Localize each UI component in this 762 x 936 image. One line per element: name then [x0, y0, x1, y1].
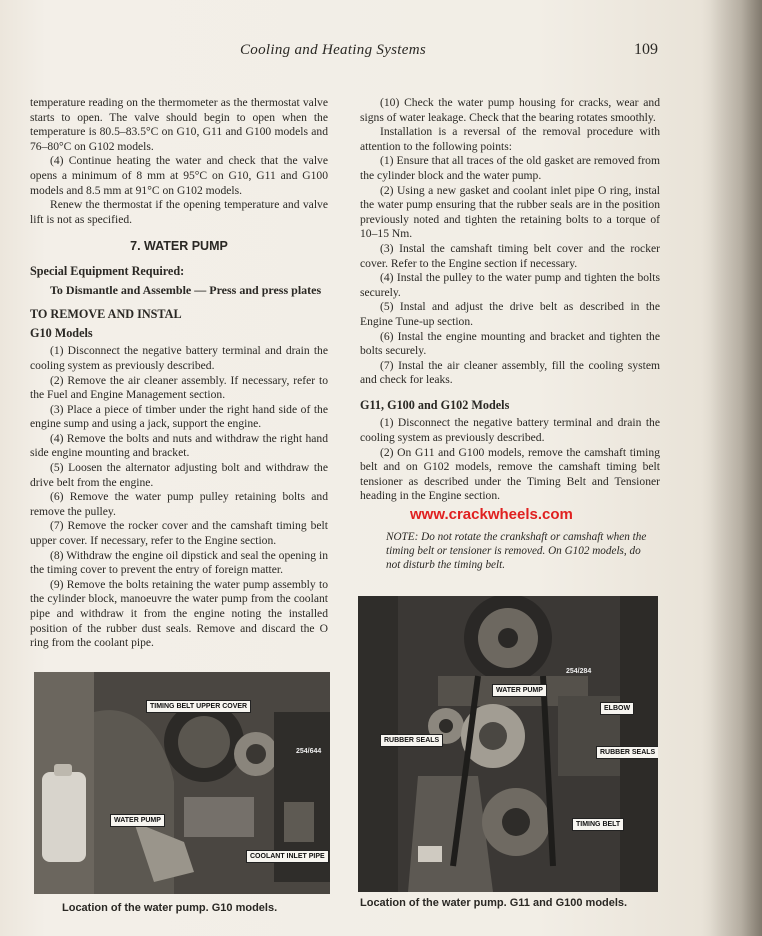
label-coolant-inlet-pipe: COOLANT INLET PIPE [246, 850, 329, 863]
install-step: (3) Instal the camshaft timing belt cover and the rocker cover. Refer to the Engine section if necessary. [360, 241, 660, 270]
watermark-url: www.crackwheels.com [410, 506, 573, 523]
figure-ref-number: 254/284 [566, 668, 592, 675]
engine-photo-g11 [358, 596, 658, 892]
figure-caption-g11: Location of the water pump. G11 and G100 models. [360, 897, 628, 909]
label-timing-belt-upper-cover: TIMING BELT UPPER COVER [146, 700, 251, 713]
engine-photo-g10 [34, 672, 330, 894]
step: (2) Remove the air cleaner assembly. If necessary, refer to the Fuel and Engine Management section. [30, 373, 328, 402]
figure-caption-g10: Location of the water pump. G10 models. [62, 902, 278, 914]
step: (6) Remove the water pump pulley retaining bolts and remove the pulley. [30, 490, 328, 518]
label-rubber-seals-left: RUBBER SEALS [380, 734, 443, 747]
g10-heading: G10 Models [30, 325, 93, 340]
left-column [30, 96, 328, 651]
page-number: 109 [634, 41, 658, 58]
step: (9) Remove the bolts retaining the water pump assembly to the cylinder block, manoeuvre the water pump from the coolant pipe and withdraw it from the engine noting the installed position of the rubber dust seals. Remove and discard the O ring from the coolant pipe. [30, 577, 328, 650]
label-timing-belt: TIMING BELT [572, 818, 624, 831]
label-elbow: ELBOW [600, 702, 634, 715]
step: (7) Remove the rocker cover and the camshaft timing belt upper cover. If necessary, refer to the Engine section. [30, 519, 328, 548]
step: (1) Disconnect the negative battery terminal and drain the cooling system as previously described. [360, 416, 660, 445]
install-step: (4) Instal the pulley to the water pump and tighten the bolts securely. [360, 271, 660, 299]
label-rubber-seals-right: RUBBER SEALS [596, 746, 658, 759]
step: (4) Remove the bolts and nuts and withdraw the right hand side engine mounting and bracket. [30, 431, 328, 460]
figure-ref-number: 254/644 [296, 748, 322, 755]
step: (10) Check the water pump housing for cracks, wear and signs of water leakage. Check that the bearing rotates smoothly. [360, 96, 660, 124]
install-step: (2) Using a new gasket and coolant inlet pipe O ring, instal the water pump ensuring that the rubber seals are in the position previously noted and tighten the retaining bolts to a torque of 10–15 Nm. [360, 183, 660, 241]
paragraph: Installation is a reversal of the removal procedure with attention to the following points: [360, 125, 660, 153]
install-step: (5) Instal and adjust the drive belt as described in the Engine Tune-up section. [360, 300, 660, 328]
paragraph: temperature reading on the thermometer as the thermostat valve starts to open. The valve should begin to open when the temperature is 80.5–83.5°C on G10, G11 and G100 models and 76–80°C on G102 models. [30, 96, 328, 153]
special-equipment-item: To Dismantle and Assemble — Press and press plates [50, 282, 322, 297]
install-step: (7) Instal the air cleaner assembly, fill the cooling system and check for leaks. [360, 358, 660, 387]
section-title: 7. WATER PUMP [130, 239, 228, 254]
label-water-pump: WATER PUMP [110, 814, 165, 827]
install-step: (1) Ensure that all traces of the old gasket are removed from the cylinder block and the water pump. [360, 154, 660, 182]
remove-install-heading: TO REMOVE AND INSTAL [30, 307, 182, 322]
label-water-pump: WATER PUMP [492, 684, 547, 697]
step: (1) Disconnect the negative battery terminal and drain the cooling system as previously described. [30, 344, 328, 372]
right-column [360, 96, 660, 504]
step: (2) On G11 and G100 models, remove the camshaft timing belt and on G102 models, remove the camshaft timing belt tensioner as described under the Timing Belt and Tensioner heading in the Engine section. [360, 445, 660, 503]
step: (3) Place a piece of timber under the right hand side of the engine sump and using a jack, support the engine. [30, 402, 328, 431]
g11-heading: G11, G100 and G102 Models [360, 397, 510, 412]
paragraph: Renew the thermostat if the opening temperature and valve lift is not as specified. [30, 198, 328, 226]
step: (5) Loosen the alternator adjusting bolt and withdraw the drive belt from the engine. [30, 461, 328, 489]
running-header: Cooling and Heating Systems [240, 42, 427, 58]
paragraph: (4) Continue heating the water and check that the valve opens a minimum of 8 mm at 95°C on G10, G11 and G100 models and 8.5 mm at 91°C on G102 models. [30, 154, 328, 197]
page-edge-shadow [710, 0, 762, 936]
special-equipment-heading: Special Equipment Required: [30, 263, 185, 278]
step: (8) Withdraw the engine oil dipstick and seal the opening in the timing cover to prevent the entry of foreign matter. [30, 548, 328, 577]
install-step: (6) Instal the engine mounting and bracket and tighten the bolts securely. [360, 329, 660, 358]
note: NOTE: Do not rotate the crankshaft or camshaft when the timing belt or tensioner is removed. On G102 models, do not disturb the timing belt. [386, 531, 647, 571]
